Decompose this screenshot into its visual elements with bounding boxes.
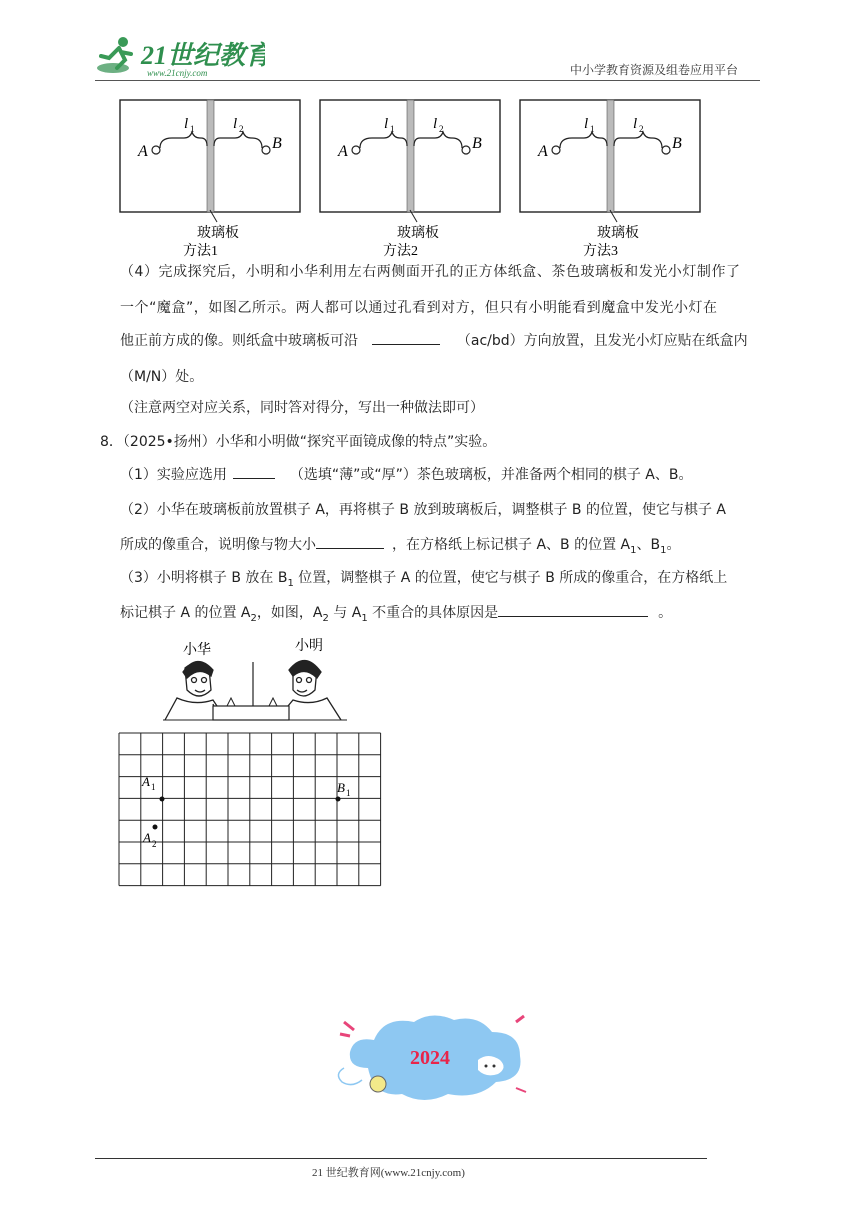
q8-p2-line2	[120, 534, 680, 561]
q8-p3-line2d: 不重合的具体原因是	[367, 605, 499, 621]
label-l1: l	[384, 116, 389, 132]
q8-p2-line2a: 所成的像重合，说明像与物大小	[120, 537, 316, 553]
q8-p2-line1: （2）小华在玻璃板前放置棋子 A，再将棋子 B 放到玻璃板后，调整棋子 B 的位置，使它与棋子 A	[120, 502, 726, 518]
label-l2: l	[433, 116, 438, 132]
q8-p2-line2b: ，在方格纸上标记棋子 A、B 的位置 A	[392, 537, 631, 553]
object-a	[152, 146, 160, 154]
label-a2-sub: 2	[152, 839, 157, 849]
object-b	[262, 146, 270, 154]
q7-p4-line3b: （ac/bd）方向放置，且发光小灯应贴在纸盒内	[456, 333, 748, 349]
q8-p1b: （选填“薄”或“厚”）茶色玻璃板，并准备两个相同的棋子 A、B。	[289, 467, 693, 483]
q8-p3-sub3: 2	[322, 612, 329, 624]
label-a: A	[138, 143, 148, 160]
q8-p2-sub1: 1	[630, 544, 637, 556]
q8-title: 8．（2025•扬州）小华和小明做“探究平面镜成像的特点”实验。	[100, 434, 497, 450]
object-b	[462, 146, 470, 154]
q7-p4-line3	[120, 330, 748, 351]
cloud-decoration	[328, 1008, 538, 1108]
header-platform-name: 中小学教育资源及组卷应用平台	[570, 63, 739, 77]
label-l1: l	[584, 116, 589, 132]
glass-plate	[407, 100, 414, 212]
header-logo	[95, 34, 265, 78]
label-b1: B	[337, 780, 345, 795]
q8-blank-size[interactable]	[316, 534, 384, 549]
label-a1: A	[142, 774, 150, 789]
label-a: A	[538, 143, 548, 160]
q8-p1	[120, 464, 692, 485]
label-l2-sub: 2	[239, 124, 244, 134]
q8-p3-line1b: 位置，调整棋子 A 的位置，使它与棋子 B 所成的像重合，在方格纸上	[293, 570, 728, 586]
q7-p4-line4	[120, 366, 203, 387]
year-label: 2024	[410, 1047, 450, 1069]
methods-diagram	[115, 98, 715, 258]
cloud-icon	[328, 1008, 538, 1108]
label-b: B	[272, 135, 282, 152]
q8-p2-sub2: 1	[660, 544, 667, 556]
label-plate: 玻璃板	[397, 226, 439, 241]
grid-paper	[119, 733, 381, 886]
methods-figure	[115, 98, 715, 258]
q8-p3-line2b: ，如图，A	[256, 605, 323, 621]
footer-text: 21 世纪教育网(www.21cnjy.com)	[312, 1167, 465, 1179]
q8-p3-line1	[120, 568, 727, 594]
q7-p4-line2: 一个“魔盒”，如图乙所示。两人都可以通过孔看到对方，但只有小明能看到魔盒中发光小灯在	[120, 300, 718, 316]
label-method: 方法3	[583, 244, 618, 258]
object-a	[552, 146, 560, 154]
label-l2: l	[633, 116, 638, 132]
q8-p3-sub2: 2	[250, 612, 257, 624]
label-method: 方法1	[183, 244, 218, 258]
q8-p3-line2a: 标记棋子 A 的位置 A	[120, 605, 251, 621]
label-method: 方法2	[383, 244, 418, 258]
label-l1-sub: 1	[190, 124, 195, 134]
table-board	[213, 706, 289, 720]
label-b: B	[672, 135, 682, 152]
q8-p3-line2c: 与 A	[328, 605, 362, 621]
logo-url: www.21cnjy.com	[147, 68, 208, 78]
label-b1-sub: 1	[346, 788, 351, 798]
q8-p3-line2	[120, 602, 672, 629]
q8-p2-sep: 、B	[636, 537, 661, 553]
point-a2	[153, 825, 158, 830]
label-a: A	[338, 143, 348, 160]
q7-p4-line3a: 他正前方成的像。则纸盒中玻璃板可沿	[120, 333, 358, 349]
header-rule	[95, 80, 760, 81]
label-l2: l	[233, 116, 238, 132]
label-l1-sub: 1	[390, 124, 395, 134]
point-a1	[160, 797, 165, 802]
point-b1	[336, 797, 341, 802]
label-b: B	[472, 135, 482, 152]
q8-blank-reason[interactable]	[498, 602, 648, 617]
q8-p2-end: 。	[666, 537, 681, 553]
q8-p3-line1a: （3）小明将棋子 B 放在 B	[120, 570, 288, 586]
label-l2-sub: 2	[439, 124, 444, 134]
method-panel-1	[120, 100, 300, 258]
q8-p3-sub: 1	[287, 577, 294, 589]
label-plate: 玻璃板	[597, 226, 639, 241]
glass-plate	[207, 100, 214, 212]
q8-p3-sub4: 1	[361, 612, 368, 624]
label-a2: A	[143, 830, 151, 845]
label-plate: 玻璃板	[197, 226, 239, 241]
q7-p4-line1: （4）完成探究后，小明和小华利用左右两侧面开孔的正方体纸盒、茶色玻璃板和发光小灯制作了	[120, 264, 741, 280]
runner-logo-icon	[95, 34, 265, 78]
grid-diagram	[115, 632, 385, 890]
q7-note: （注意两空对应关系，同时答对得分，写出一种做法即可）	[120, 400, 484, 416]
label-l1: l	[184, 116, 189, 132]
label-xiaoming: 小明	[295, 639, 323, 654]
glass-plate	[607, 100, 614, 212]
object-b	[662, 146, 670, 154]
label-l1-sub: 1	[590, 124, 595, 134]
q8-p3-end: 。	[658, 605, 673, 621]
method-panel-2	[320, 100, 500, 258]
q8-blank-thickness[interactable]	[233, 464, 275, 479]
label-xiaohua: 小华	[183, 643, 211, 658]
q8-p1a: （1）实验应选用	[120, 467, 227, 483]
person-right-icon	[283, 660, 341, 720]
q7-blank-direction[interactable]	[372, 330, 440, 345]
footer-rule	[95, 1158, 707, 1159]
label-l2-sub: 2	[639, 124, 644, 134]
method-panel-3	[520, 100, 700, 258]
logo-title: 21世纪教育	[141, 41, 265, 70]
q7-p4-line4-text: （M/N）处。	[120, 369, 204, 385]
grid-figure	[115, 632, 385, 890]
object-a	[352, 146, 360, 154]
bulb-icon	[370, 1076, 386, 1092]
label-a1-sub: 1	[151, 782, 156, 792]
